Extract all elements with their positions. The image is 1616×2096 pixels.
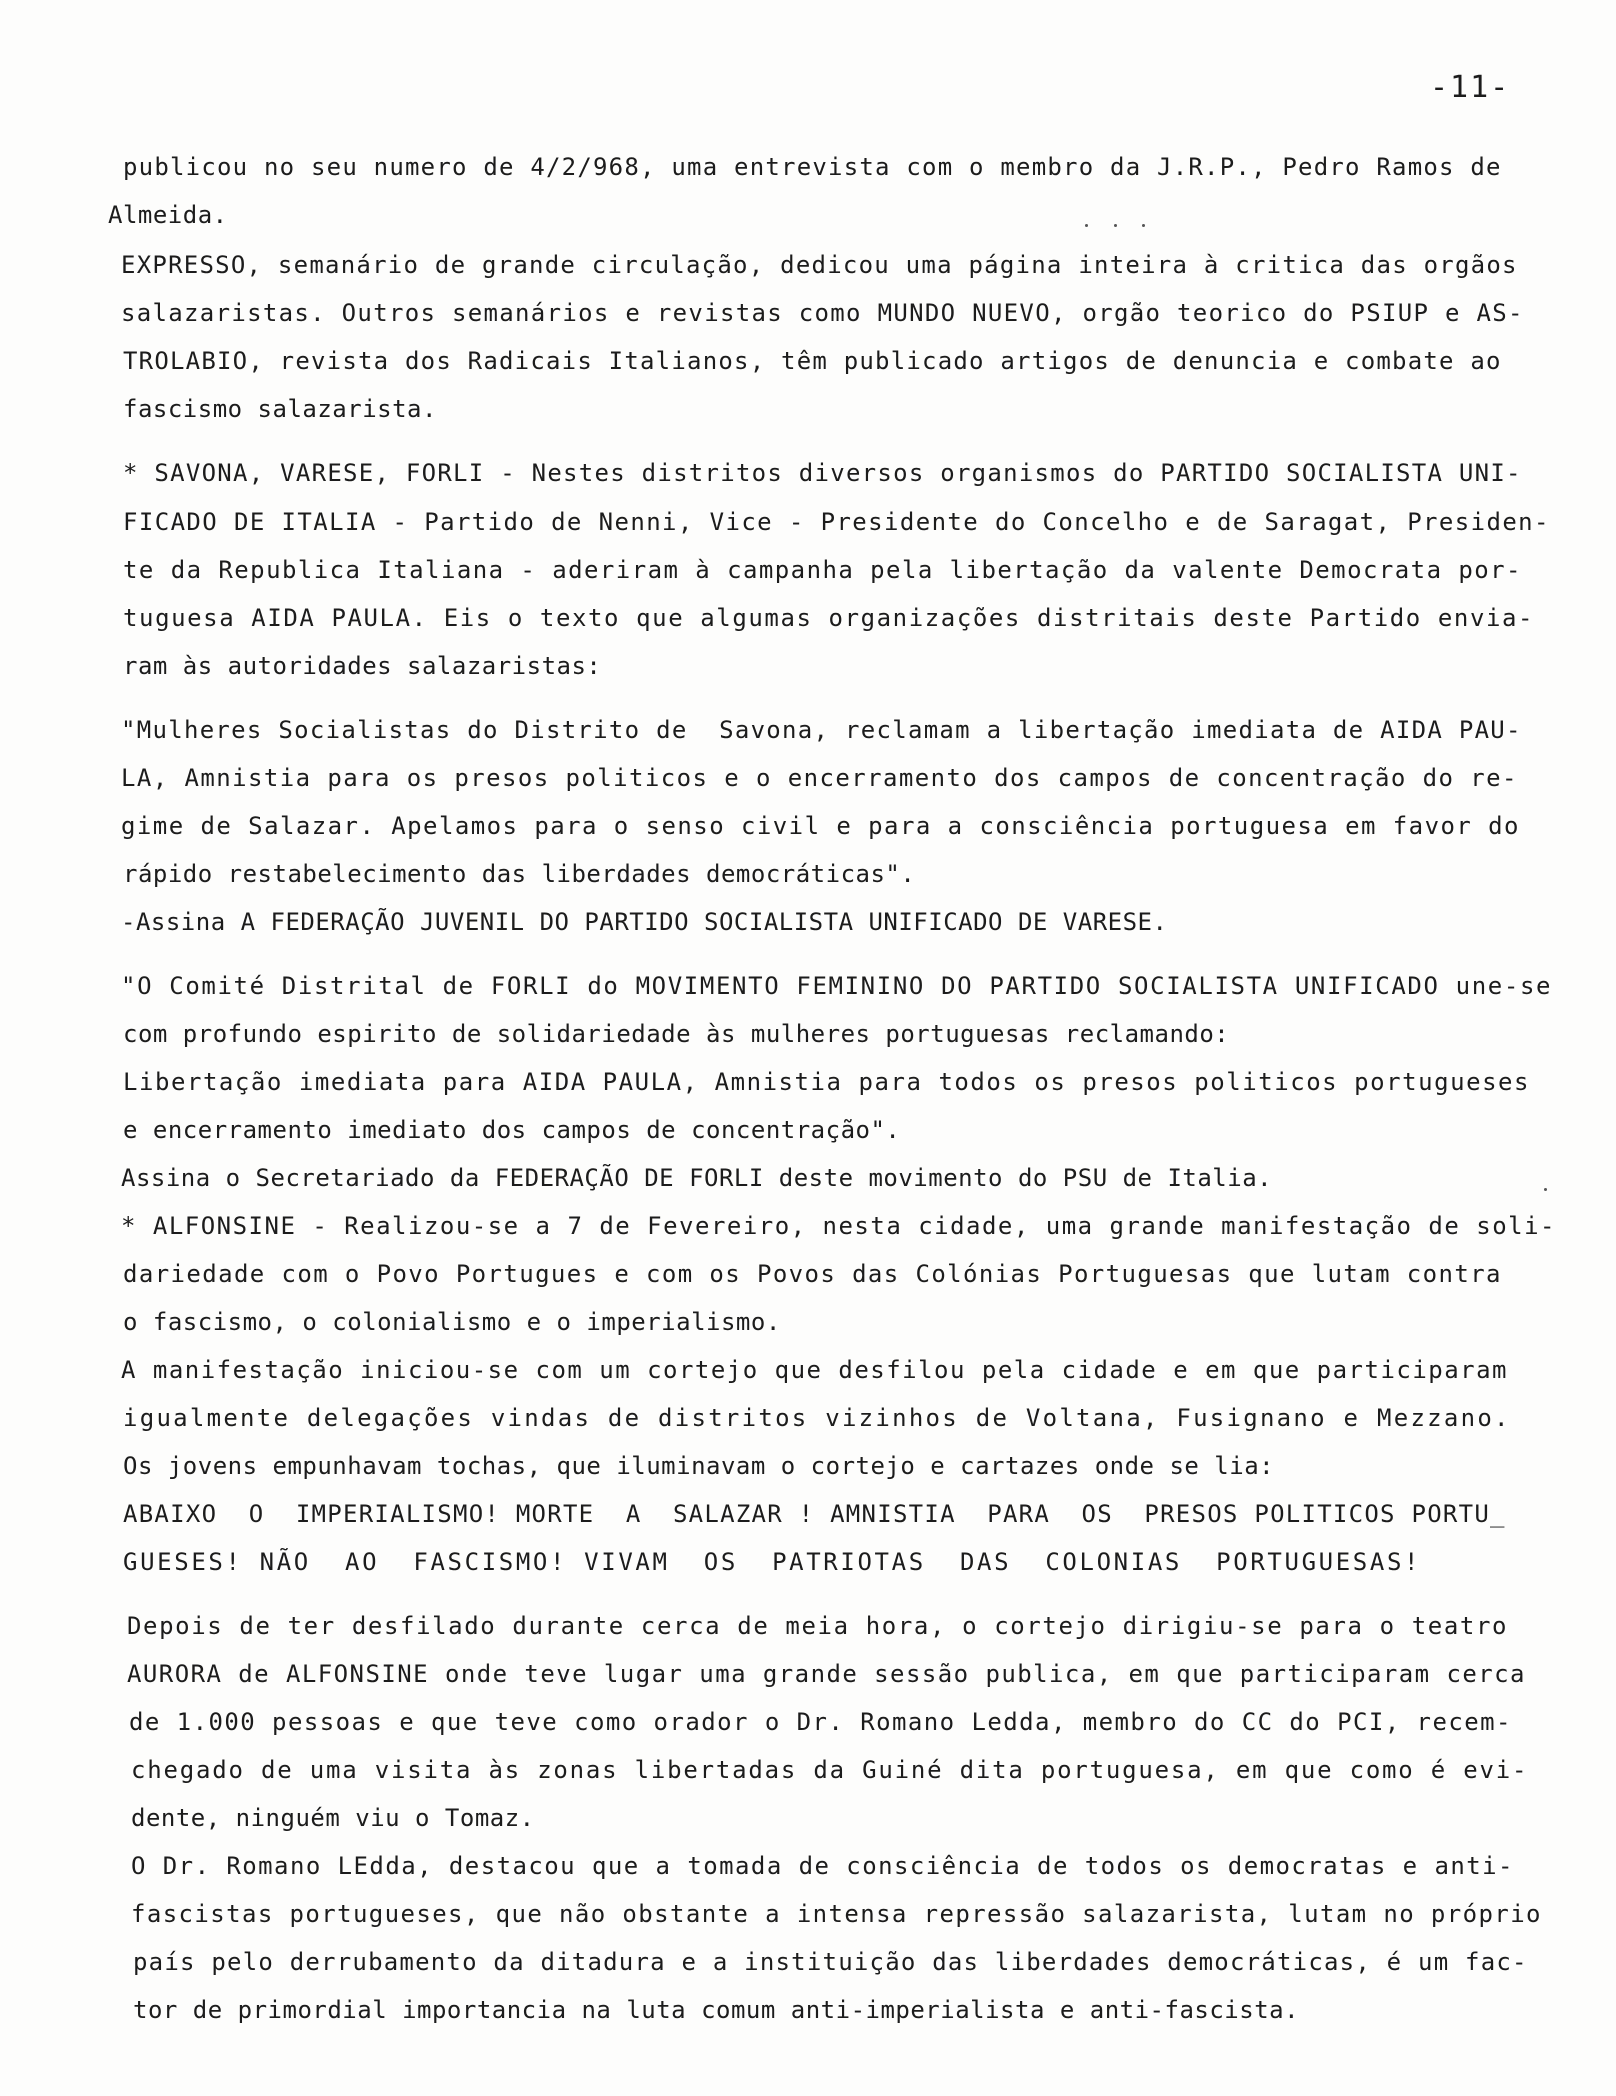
- text-line: TROLABIO, revista dos Radicais Italianos, têm publicado artigos de denuncia e combate ao: [123, 347, 1502, 375]
- text-line: A manifestação iniciou-se com um cortejo que desfilou pela cidade e em que participaram: [121, 1356, 1508, 1384]
- text-line: fascismo salazarista.: [123, 395, 437, 423]
- text-line: EXPRESSO, semanário de grande circulação, dedicou uma página inteira à critica das orgãos: [121, 251, 1518, 279]
- text-line: ram às autoridades salazaristas:: [123, 652, 602, 680]
- text-line: gime de Salazar. Apelamos para o senso civil e para a consciência portuguesa em favor do: [121, 812, 1520, 840]
- text-line: chegado de uma visita às zonas libertadas da Guiné dita portuguesa, em que como é evi-: [131, 1756, 1529, 1784]
- text-line: e encerramento imediato dos campos de concentração".: [123, 1116, 901, 1144]
- page-number: -11-: [1430, 70, 1511, 105]
- text-line: dente, ninguém viu o Tomaz.: [131, 1804, 535, 1832]
- text-line: ABAIXO O IMPERIALISMO! MORTE A SALAZAR ! AMNISTIA PARA OS PRESOS POLITICOS PORTU_: [123, 1500, 1506, 1528]
- text-line: tor de primordial importancia na luta comum anti-imperialista e anti-fascista.: [133, 1996, 1300, 2024]
- text-line: o fascismo, o colonialismo e o imperialismo.: [123, 1308, 781, 1336]
- text-line: te da Republica Italiana - aderiram à campanha pela libertação da valente Democrata por-: [123, 556, 1522, 584]
- text-line: * ALFONSINE - Realizou-se a 7 de Fevereiro, nesta cidade, uma grande manifestação de soli-: [121, 1212, 1556, 1240]
- text-line: dariedade com o Povo Portugues e com os Povos das Colónias Portuguesas que lutam contra: [123, 1260, 1502, 1288]
- speck-mark: [1142, 224, 1145, 227]
- text-line: tuguesa AIDA PAULA. Eis o texto que algumas organizações distritais deste Partido envia-: [123, 604, 1535, 632]
- text-line: de 1.000 pessoas e que teve como orador o Dr. Romano Ledda, membro do CC do PCI, recem-: [129, 1708, 1512, 1736]
- text-line: rápido restabelecimento das liberdades democráticas".: [123, 860, 916, 888]
- text-line: fascistas portugueses, que não obstante a intensa repressão salazarista, lutam no próprio: [131, 1900, 1542, 1928]
- text-line: O Dr. Romano LEdda, destacou que a tomada de consciência de todos os democratas e anti-: [131, 1852, 1514, 1880]
- text-line: Depois de ter desfilado durante cerca de meia hora, o cortejo dirigiu-se para o teatro: [127, 1612, 1509, 1640]
- text-line: "O Comité Distrital de FORLI do MOVIMENTO FEMININO DO PARTIDO SOCIALISTA UNIFICADO une-se: [121, 972, 1553, 1000]
- text-line: * SAVONA, VARESE, FORLI - Nestes distritos diversos organismos do PARTIDO SOCIALISTA UNI-: [123, 459, 1522, 487]
- text-line: AURORA de ALFONSINE onde teve lugar uma grande sessão publica, em que participaram cerca: [127, 1660, 1526, 1688]
- text-line: FICADO DE ITALIA - Partido de Nenni, Vice - Presidente do Concelho e de Saragat, Presiden-: [123, 508, 1550, 536]
- text-line: "Mulheres Socialistas do Distrito de Savona, reclamam a libertação imediata de AIDA PAU-: [121, 716, 1522, 744]
- speck-mark: [1114, 224, 1117, 227]
- text-line: LA, Amnistia para os presos politicos e o encerramento dos campos de concentração do re-: [121, 764, 1518, 792]
- text-line: -Assina A FEDERAÇÃO JUVENIL DO PARTIDO SOCIALISTA UNIFICADO DE VARESE.: [121, 908, 1168, 936]
- text-line: publicou no seu numero de 4/2/968, uma entrevista com o membro da J.R.P., Pedro Ramos de: [123, 153, 1502, 181]
- text-line: GUESES! NÃO AO FASCISMO! VIVAM OS PATRIOTAS DAS COLONIAS PORTUGUESAS!: [123, 1548, 1422, 1576]
- text-line: salazaristas. Outros semanários e revistas como MUNDO NUEVO, orgão teorico do PSIUP e AS-: [121, 299, 1524, 327]
- speck-mark: [1544, 1188, 1547, 1191]
- text-line: Assina o Secretariado da FEDERAÇÃO DE FORLI deste movimento do PSU de Italia.: [121, 1164, 1273, 1192]
- text-line: Libertação imediata para AIDA PAULA, Amnistia para todos os presos politicos portugueses: [123, 1068, 1531, 1096]
- text-line: Os jovens empunhavam tochas, que iluminavam o cortejo e cartazes onde se lia:: [123, 1452, 1275, 1480]
- text-line: com profundo espirito de solidariedade às mulheres portuguesas reclamando:: [123, 1020, 1230, 1048]
- text-line: Almeida.: [108, 201, 228, 229]
- text-line: igualmente delegações vindas de distritos vizinhos de Voltana, Fusignano e Mezzano.: [123, 1404, 1511, 1432]
- text-line: país pelo derrubamento da ditadura e a instituição das liberdades democráticas, é um fac-: [133, 1948, 1528, 1976]
- speck-mark: [1085, 224, 1088, 227]
